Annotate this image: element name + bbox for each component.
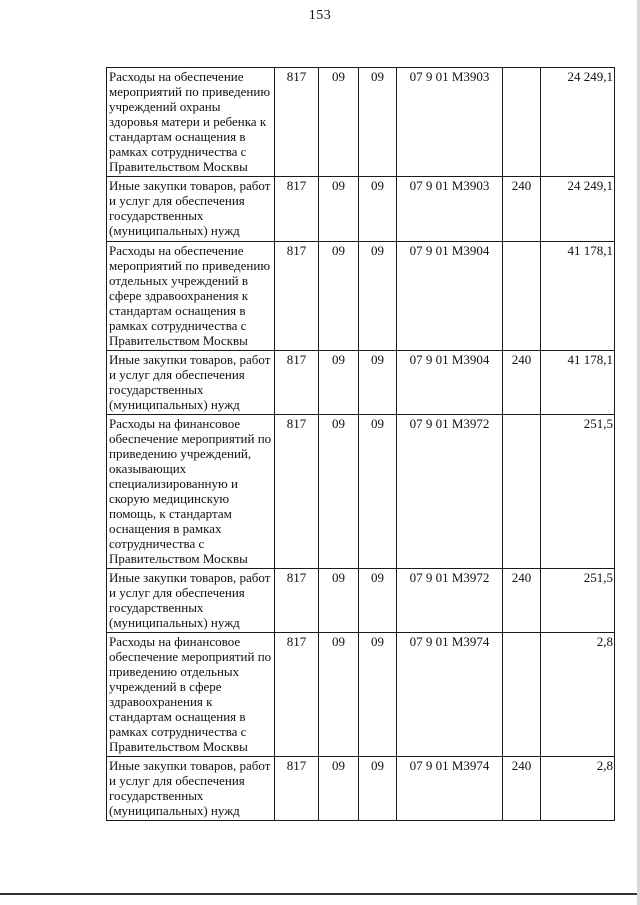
budget-table: [106, 67, 615, 821]
table-row: [107, 633, 615, 757]
amount-cell: 24 249,1: [541, 68, 615, 177]
table-row: [107, 757, 615, 821]
department-code-cell: 817: [275, 351, 319, 415]
expense-type-cell: [503, 242, 541, 351]
expense-type-cell: 240: [503, 351, 541, 415]
subsection-code-cell: 09: [359, 68, 397, 177]
expense-name-cell: Расходы на финансовое обеспечение мероприятий по приведению учреждений, оказывающих специализированную и скорую медицинскую помощь, к стандартам оснащения в рамках сотрудничества с Правительством Москвы: [107, 415, 275, 569]
amount-cell: 2,8: [541, 757, 615, 821]
target-article-cell: 07 9 01 М3903: [397, 177, 503, 242]
section-code-cell: 09: [319, 415, 359, 569]
expense-type-cell: [503, 633, 541, 757]
subsection-code-cell: 09: [359, 757, 397, 821]
page-number: 153: [308, 8, 332, 23]
amount-cell: 24 249,1: [541, 177, 615, 242]
target-article-cell: 07 9 01 М3903: [397, 68, 503, 177]
expense-type-cell: 240: [503, 757, 541, 821]
section-code-cell: 09: [319, 177, 359, 242]
expense-name-cell: Расходы на обеспечение мероприятий по приведению отдельных учреждений в сфере здравоохранения к стандартам оснащения в рамках сотрудничества с Правительством Москвы: [107, 242, 275, 351]
target-article-cell: 07 9 01 М3972: [397, 569, 503, 633]
target-article-cell: 07 9 01 М3904: [397, 242, 503, 351]
table-row: [107, 68, 615, 177]
department-code-cell: 817: [275, 242, 319, 351]
subsection-code-cell: 09: [359, 415, 397, 569]
amount-cell: 251,5: [541, 415, 615, 569]
department-code-cell: 817: [275, 177, 319, 242]
subsection-code-cell: 09: [359, 633, 397, 757]
target-article-cell: 07 9 01 М3904: [397, 351, 503, 415]
amount-cell: 41 178,1: [541, 351, 615, 415]
department-code-cell: 817: [275, 415, 319, 569]
amount-cell: 41 178,1: [541, 242, 615, 351]
expense-type-cell: [503, 68, 541, 177]
subsection-code-cell: 09: [359, 351, 397, 415]
table-row: [107, 177, 615, 242]
table-row: [107, 242, 615, 351]
amount-cell: 2,8: [541, 633, 615, 757]
table-row: [107, 415, 615, 569]
section-code-cell: 09: [319, 569, 359, 633]
department-code-cell: 817: [275, 68, 319, 177]
expense-type-cell: 240: [503, 569, 541, 633]
expense-type-cell: [503, 415, 541, 569]
expense-type-cell: 240: [503, 177, 541, 242]
section-code-cell: 09: [319, 242, 359, 351]
table-row: [107, 569, 615, 633]
target-article-cell: 07 9 01 М3974: [397, 757, 503, 821]
expense-name-cell: Расходы на обеспечение мероприятий по приведению учреждений охраны здоровья матери и ребенка к стандартам оснащения в рамках сотрудничества с Правительством Москвы: [107, 68, 275, 177]
subsection-code-cell: 09: [359, 569, 397, 633]
table-row: [107, 351, 615, 415]
section-code-cell: 09: [319, 68, 359, 177]
section-code-cell: 09: [319, 351, 359, 415]
target-article-cell: 07 9 01 М3972: [397, 415, 503, 569]
subsection-code-cell: 09: [359, 177, 397, 242]
expense-name-cell: Иные закупки товаров, работ и услуг для обеспечения государственных (муниципальных) нужд: [107, 569, 275, 633]
section-code-cell: 09: [319, 757, 359, 821]
department-code-cell: 817: [275, 633, 319, 757]
expense-name-cell: Расходы на финансовое обеспечение мероприятий по приведению отдельных учреждений в сфере здравоохранения к стандартам оснащения в рамках сотрудничества с Правительством Москвы: [107, 633, 275, 757]
expense-name-cell: Иные закупки товаров, работ и услуг для обеспечения государственных (муниципальных) нужд: [107, 757, 275, 821]
scan-bottom-edge: [0, 893, 640, 895]
section-code-cell: 09: [319, 633, 359, 757]
expense-name-cell: Иные закупки товаров, работ и услуг для обеспечения государственных (муниципальных) нужд: [107, 351, 275, 415]
department-code-cell: 817: [275, 569, 319, 633]
subsection-code-cell: 09: [359, 242, 397, 351]
target-article-cell: 07 9 01 М3974: [397, 633, 503, 757]
amount-cell: 251,5: [541, 569, 615, 633]
department-code-cell: 817: [275, 757, 319, 821]
expense-name-cell: Иные закупки товаров, работ и услуг для обеспечения государственных (муниципальных) нужд: [107, 177, 275, 242]
